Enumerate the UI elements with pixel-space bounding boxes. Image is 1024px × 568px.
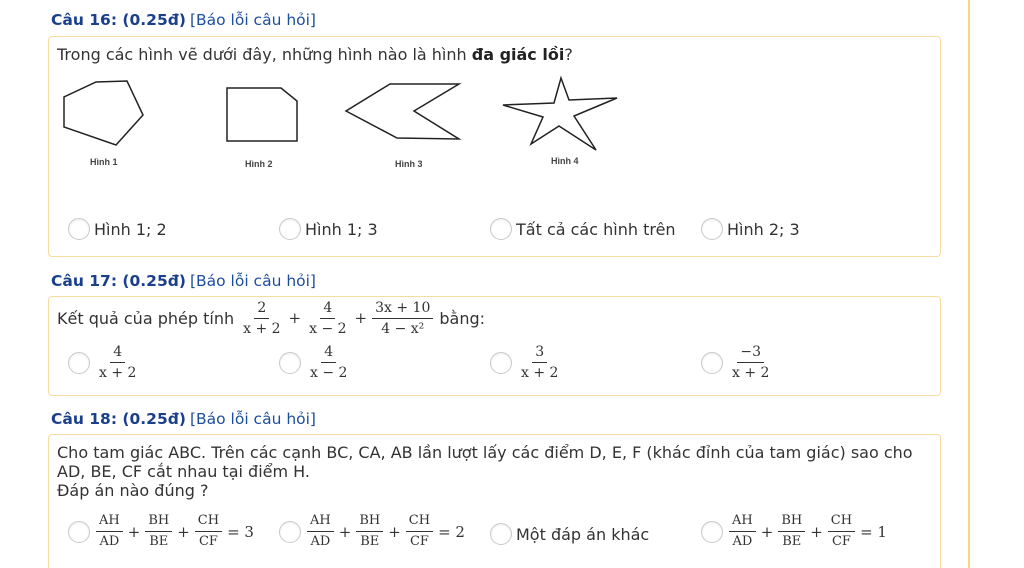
q18-option-3[interactable] [490, 523, 649, 545]
q17-option-1-frac [96, 344, 139, 381]
q18-box [48, 434, 941, 568]
q18-option-3-radio[interactable] [490, 523, 512, 545]
frac-be: BE [782, 534, 802, 549]
q17-option-1-radio[interactable] [68, 352, 90, 374]
q17-option-2-radio[interactable] [279, 352, 301, 374]
figure-3-concave [346, 84, 459, 139]
frac-ah: AH [96, 513, 123, 532]
q17-option-2[interactable] [279, 344, 352, 381]
plus-sign: + [288, 309, 302, 327]
q18-question-line-3: Đáp án nào đúng ? [57, 481, 209, 500]
plus-sign: + [177, 522, 190, 541]
q17-option-3-den: x + 2 [521, 365, 559, 381]
q18-label: Câu 18: (0.25đ) [51, 410, 186, 428]
frac-ch: CH [828, 513, 855, 532]
figure-1-pentagon [64, 81, 143, 145]
frac-be: BE [149, 534, 169, 549]
q18-option-2[interactable] [279, 513, 468, 550]
q17-frac-1 [240, 300, 283, 337]
q16-box [48, 36, 941, 257]
figure-4-caption: Hình 4 [551, 156, 579, 166]
q17-option-3[interactable] [490, 344, 563, 381]
q17-frac-3-num: 3x + 10 [372, 300, 433, 319]
q16-option-3-radio[interactable] [490, 218, 512, 240]
frac-be: BE [360, 534, 380, 549]
q17-option-2-frac [307, 344, 350, 381]
q18-option-1-rhs: = 3 [227, 522, 254, 541]
q17-frac-3 [372, 300, 433, 337]
q18-option-1[interactable] [68, 513, 257, 550]
q16-option-1-radio[interactable] [68, 218, 90, 240]
q17-expression [238, 300, 435, 337]
plus-sign: + [354, 309, 368, 327]
q16-question-prefix: Trong các hình vẽ dưới đây, những hình nào là hình [57, 45, 472, 64]
q18-option-4-radio[interactable] [701, 521, 723, 543]
q16-figures [49, 37, 939, 187]
q16-option-1[interactable] [68, 218, 167, 240]
q17-frac-1-num: 2 [254, 300, 269, 319]
frac-ad: AD [310, 534, 331, 549]
q18-option-4-rhs: = 1 [860, 522, 887, 541]
q17-frac-3-den: 4 − x² [381, 321, 425, 337]
q16-option-2-radio[interactable] [279, 218, 301, 240]
q17-frac-2-den: x − 2 [309, 321, 347, 337]
frac-ch: CH [195, 513, 222, 532]
q16-question-bold: đa giác lồi [471, 45, 565, 64]
q16-option-1-label: Hình 1; 2 [94, 219, 167, 239]
frac-bh: BH [778, 513, 805, 532]
figure-1-caption: Hình 1 [90, 157, 118, 167]
q17-option-4[interactable] [701, 344, 774, 381]
q17-frac-2-num: 4 [320, 300, 335, 319]
plus-sign: + [338, 522, 352, 541]
q17-question-prefix: Kết quả của phép tính [57, 309, 235, 328]
q18-option-1-radio[interactable] [68, 521, 90, 543]
q16-option-4[interactable] [701, 218, 800, 240]
q18-option-4-expr [727, 513, 890, 550]
q17-option-2-den: x − 2 [310, 365, 348, 381]
q18-option-2-rhs: = 2 [438, 522, 465, 541]
q17-option-1[interactable] [68, 344, 141, 381]
q17-option-3-num: 3 [532, 344, 547, 363]
frac-cf: CF [409, 534, 429, 549]
q17-label: Câu 17: (0.25đ) [51, 272, 186, 290]
q16-report-link[interactable]: [Báo lỗi câu hỏi] [189, 11, 316, 29]
q17-option-3-frac [518, 344, 561, 381]
q17-option-1-num: 4 [110, 344, 125, 363]
q16-question-suffix: ? [564, 45, 573, 64]
q17-question-suffix: bằng: [439, 309, 486, 328]
q17-option-2-num: 4 [321, 344, 336, 363]
q18-question-line-1: Cho tam giác ABC. Trên các cạnh BC, CA, AB lần lượt lấy các điểm D, E, F (khác đỉnh của tam giác) sao cho [57, 443, 913, 462]
figure-2-polygon [227, 88, 297, 141]
q18-option-1-expr [94, 513, 257, 550]
frac-cf: CF [831, 534, 851, 549]
q17-option-4-radio[interactable] [701, 352, 723, 374]
plus-sign: + [760, 522, 774, 541]
q17-option-4-frac [729, 344, 772, 381]
figure-2-caption: Hình 2 [245, 159, 273, 169]
q16-option-4-radio[interactable] [701, 218, 723, 240]
q16-option-2-label: Hình 1; 3 [305, 219, 378, 239]
q18-header [51, 410, 316, 428]
frac-ad: AD [99, 534, 120, 549]
q16-option-3-label: Tất cả các hình trên [516, 219, 676, 239]
q17-option-4-den: x + 2 [732, 365, 770, 381]
q17-option-4-num: −3 [737, 344, 764, 363]
q16-option-2[interactable] [279, 218, 378, 240]
q18-option-3-label: Một đáp án khác [516, 524, 650, 544]
q17-frac-1-den: x + 2 [243, 321, 281, 337]
q16-option-4-label: Hình 2; 3 [727, 219, 800, 239]
frac-ad: AD [732, 534, 753, 549]
frac-ch: CH [406, 513, 433, 532]
frac-bh: BH [145, 513, 172, 532]
figure-3-caption: Hình 3 [395, 159, 423, 169]
plus-sign: + [810, 522, 823, 541]
frac-ah: AH [729, 513, 756, 532]
q16-option-3[interactable] [490, 218, 676, 240]
frac-ah: AH [307, 513, 334, 532]
q18-option-4[interactable] [701, 513, 890, 550]
plus-sign: + [127, 522, 141, 541]
q18-report-link[interactable]: [Báo lỗi câu hỏi] [189, 410, 316, 428]
q17-option-1-den: x + 2 [99, 365, 137, 381]
frac-cf: CF [198, 534, 218, 549]
q17-header [51, 272, 316, 290]
q17-report-link[interactable]: [Báo lỗi câu hỏi] [189, 272, 316, 290]
q17-question [57, 300, 485, 337]
q18-option-2-expr [305, 513, 468, 550]
q17-frac-2 [306, 300, 349, 337]
q17-box [48, 296, 941, 396]
q18-option-2-radio[interactable] [279, 521, 301, 543]
page-border-rule [968, 0, 970, 568]
q16-label: Câu 16: (0.25đ) [51, 11, 186, 29]
figure-4-star [503, 78, 617, 150]
frac-bh: BH [356, 513, 383, 532]
plus-sign: + [388, 522, 401, 541]
q16-header [51, 11, 316, 29]
q18-question-line-2: AD, BE, CF cắt nhau tại điểm H. [57, 462, 310, 481]
q18-question [57, 443, 913, 500]
q17-option-3-radio[interactable] [490, 352, 512, 374]
